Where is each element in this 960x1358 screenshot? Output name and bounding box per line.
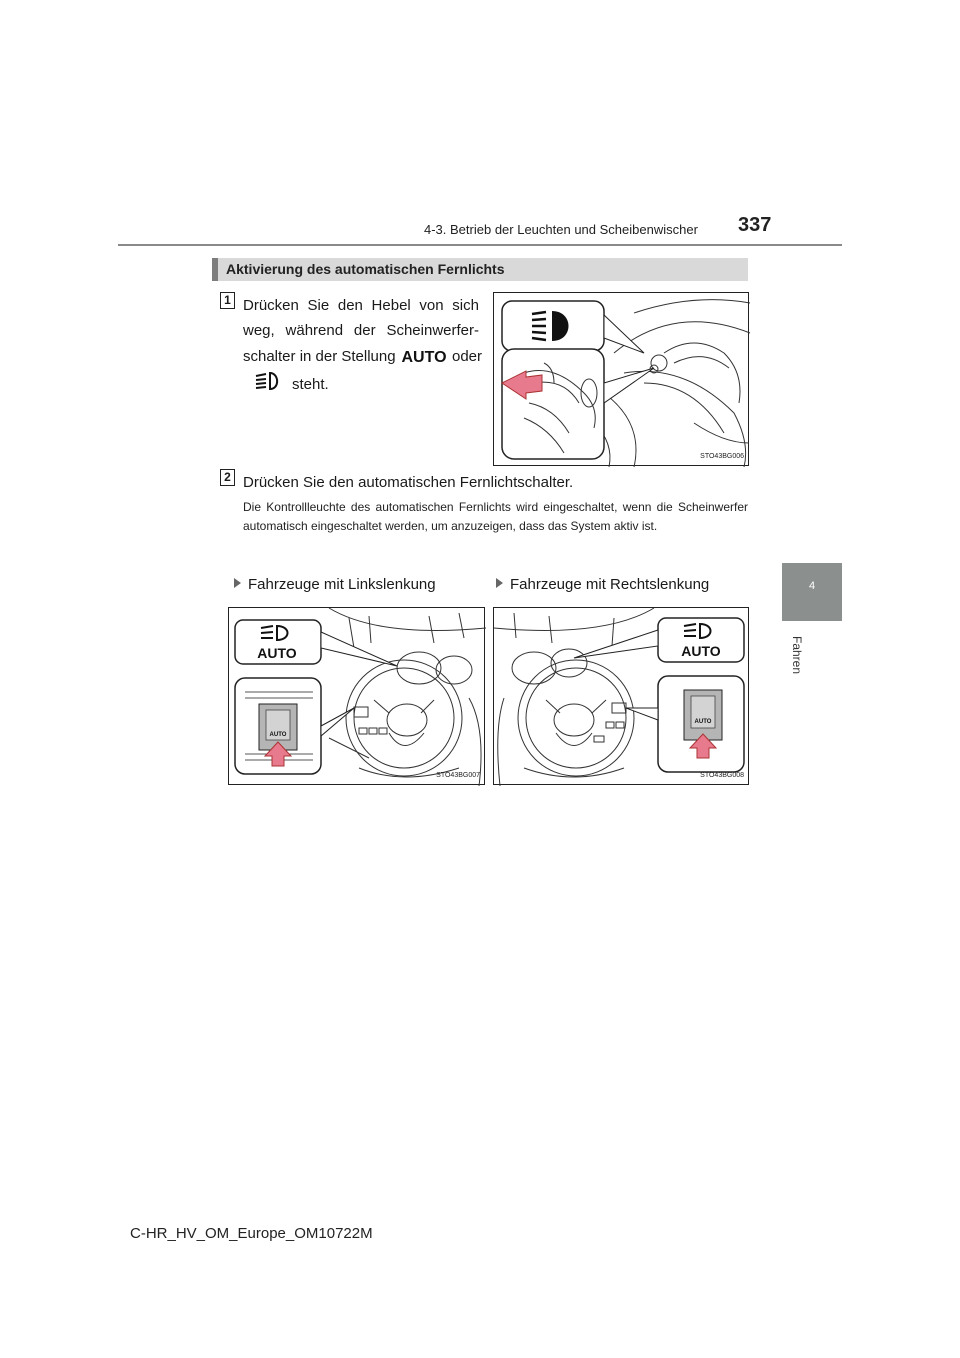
step1-word: weg, bbox=[243, 322, 275, 339]
step1-word: Sie bbox=[307, 297, 330, 314]
header-title: 4-3. Betrieb der Leuchten und Scheibenwischer bbox=[424, 222, 698, 237]
svg-text:AUTO: AUTO bbox=[681, 643, 721, 659]
step1-text-line4: steht. bbox=[292, 376, 329, 393]
auto-icon-label: AUTO bbox=[401, 349, 447, 366]
step-number-1: 1 bbox=[220, 292, 235, 309]
step1-word: von bbox=[419, 297, 444, 314]
step1-text-oder: oder bbox=[452, 348, 483, 365]
step2-text: Drücken Sie den automatischen Fernlichtschalter. bbox=[243, 474, 574, 491]
lever-illustration bbox=[494, 293, 750, 467]
variant-label-rhd bbox=[496, 576, 709, 593]
figure-code: STO43BG008 bbox=[700, 772, 744, 779]
figure-code: STO43BG007 bbox=[436, 772, 480, 779]
svg-text:AUTO: AUTO bbox=[257, 645, 297, 661]
step1-text-line3: schalter in der Stellung bbox=[243, 348, 396, 365]
figure-lhd-switch bbox=[228, 607, 485, 785]
step1-word: während bbox=[285, 322, 344, 339]
page-number: 337 bbox=[738, 214, 772, 236]
svg-text:AUTO: AUTO bbox=[269, 732, 287, 738]
step1-word: sich bbox=[452, 297, 479, 314]
section-title: Aktivierung des automatischen Fernlichts bbox=[226, 261, 505, 277]
header-divider bbox=[118, 244, 842, 246]
step1-word: der bbox=[353, 322, 376, 339]
section-heading-bar bbox=[212, 258, 748, 281]
step1-word: Drücken bbox=[243, 297, 299, 314]
step2-note: Die Kontrollleuchte des automatischen Fernlichts wird eingeschaltet, wenn die Scheinwerfer automatisch eingeschaltet werden, um anzuzeigen, dass das System aktiv ist. bbox=[243, 500, 748, 533]
low-beam-icon bbox=[252, 371, 282, 391]
step1-text-line2 bbox=[243, 318, 479, 343]
chapter-tab-number: 4 bbox=[808, 580, 816, 592]
bullet-triangle-icon bbox=[234, 578, 241, 588]
bullet-triangle-icon bbox=[496, 578, 503, 588]
step1-word: Hebel bbox=[371, 297, 411, 314]
figure-lever-push bbox=[493, 292, 749, 466]
document-id: C-HR_HV_OM_Europe_OM10722M bbox=[130, 1225, 373, 1242]
step1-text-line1 bbox=[243, 293, 479, 318]
lhd-dashboard-illustration bbox=[229, 608, 486, 786]
variant-label-text: Fahrzeuge mit Linkslenkung bbox=[248, 576, 436, 593]
svg-text:AUTO: AUTO bbox=[694, 719, 712, 725]
figure-rhd-switch bbox=[493, 607, 749, 785]
chapter-tab bbox=[782, 563, 842, 621]
chapter-tab-label: Fahren bbox=[790, 636, 804, 675]
step-number-2: 2 bbox=[220, 469, 235, 486]
step1-word: den bbox=[337, 297, 363, 314]
step1-word: Scheinwerfer- bbox=[386, 322, 479, 339]
section-heading-accent bbox=[212, 258, 218, 281]
variant-label-lhd bbox=[234, 576, 436, 593]
rhd-dashboard-illustration bbox=[494, 608, 750, 786]
figure-code: STO43BG006 bbox=[700, 453, 744, 460]
variant-label-text: Fahrzeuge mit Rechtslenkung bbox=[510, 576, 710, 593]
auto-headlight-icon bbox=[401, 347, 447, 366]
